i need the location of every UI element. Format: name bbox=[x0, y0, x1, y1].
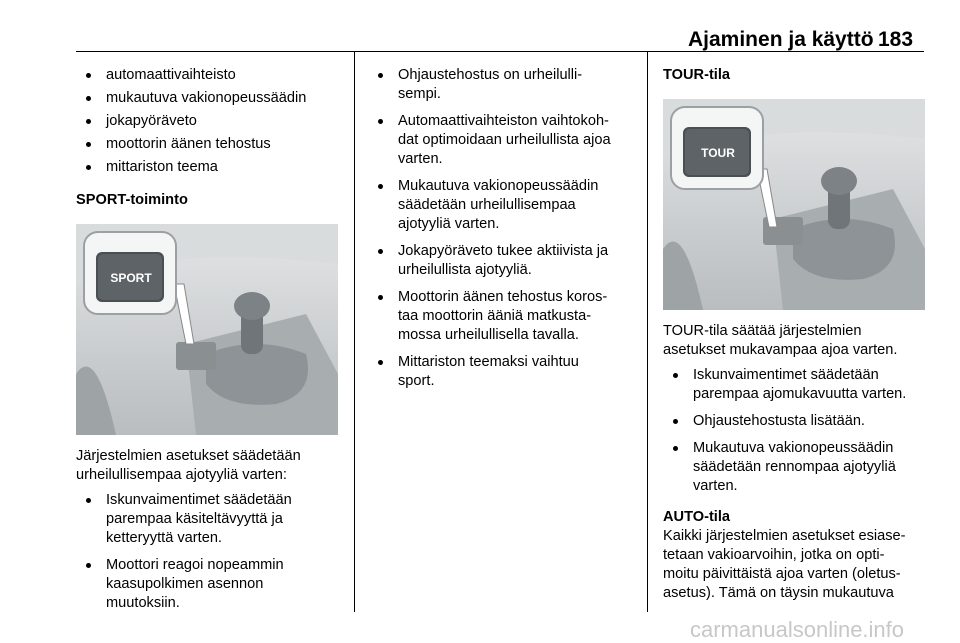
header-divider bbox=[76, 51, 924, 52]
tour-figure bbox=[663, 99, 925, 310]
list-item: Automaattivaihteiston vaihtokoh- dat optimoidaan urheilullista ajoa varten. bbox=[368, 112, 636, 169]
column-divider-1 bbox=[354, 52, 355, 612]
list-item: Mukautuva vakionopeussäädin säädetään rennompaa ajotyyliä varten. bbox=[663, 439, 929, 496]
column-2 bbox=[368, 60, 636, 391]
feature-list bbox=[76, 66, 338, 177]
list-item: automaattivaihteisto bbox=[76, 66, 338, 85]
list-item: Mukautuva vakionopeussäädin säädetään urheilullisempaa ajotyyliä varten. bbox=[368, 177, 636, 234]
list-item: Iskunvaimentimet säädetään parempaa ajomukavuutta varten. bbox=[663, 366, 929, 404]
tour-list bbox=[663, 366, 929, 496]
column-1 bbox=[76, 60, 338, 621]
sport-button-label: SPORT bbox=[110, 271, 152, 285]
list-item: mukautuva vakionopeussäädin bbox=[76, 89, 338, 108]
sport-figure bbox=[76, 224, 338, 435]
tour-heading: TOUR-tila bbox=[663, 67, 731, 83]
sport-effects-list bbox=[368, 66, 636, 391]
list-item: Ohjaustehostus on urheilulli- sempi. bbox=[368, 66, 636, 104]
column-3 bbox=[663, 60, 929, 603]
tour-button-label: TOUR bbox=[701, 146, 735, 160]
list-item: jokapyöräveto bbox=[76, 112, 338, 131]
list-item: Iskunvaimentimet säädetään parempaa käsiteltävyyttä ja ketteryyttä varten. bbox=[76, 491, 338, 548]
auto-heading: AUTO-tila bbox=[663, 509, 731, 525]
list-item: Mittariston teemaksi vaihtuu sport. bbox=[368, 353, 636, 391]
watermark: carmanualsonline.info bbox=[690, 617, 905, 642]
sport-heading: SPORT-toiminto bbox=[76, 192, 188, 208]
list-item: Ohjaustehostusta lisätään. bbox=[663, 412, 929, 431]
page-number: 183 bbox=[878, 28, 914, 51]
tour-console-illustration bbox=[663, 99, 925, 310]
sport-console-illustration bbox=[76, 224, 338, 435]
list-item: Jokapyöräveto tukee aktiivista ja urheilullista ajotyyliä. bbox=[368, 242, 636, 280]
column-divider-2 bbox=[647, 52, 648, 612]
auto-text: Kaikki järjestelmien asetukset esiase- tetaan vakioarvoihin, jotka on opti- moitu päivittäistä ajoa varten (oletus- asetus). Tämä on täysin mukautuva bbox=[663, 528, 906, 601]
header-title: Ajaminen ja käyttö bbox=[688, 28, 874, 51]
list-item: moottorin äänen tehostus bbox=[76, 135, 338, 154]
sport-intro: Järjestelmien asetukset säädetään urheilullisempaa ajotyyliä varten: bbox=[76, 448, 301, 483]
list-item: Moottori reagoi nopeammin kaasupolkimen asennon muutoksiin. bbox=[76, 556, 338, 613]
list-item: Moottorin äänen tehostus koros- taa moottorin ääniä matkusta- mossa urheilullisella tavalla. bbox=[368, 288, 636, 345]
tour-intro: TOUR-tila säätää järjestelmien asetukset mukavampaa ajoa varten. bbox=[663, 323, 898, 358]
list-item: mittariston teema bbox=[76, 158, 338, 177]
sport-list bbox=[76, 491, 338, 613]
